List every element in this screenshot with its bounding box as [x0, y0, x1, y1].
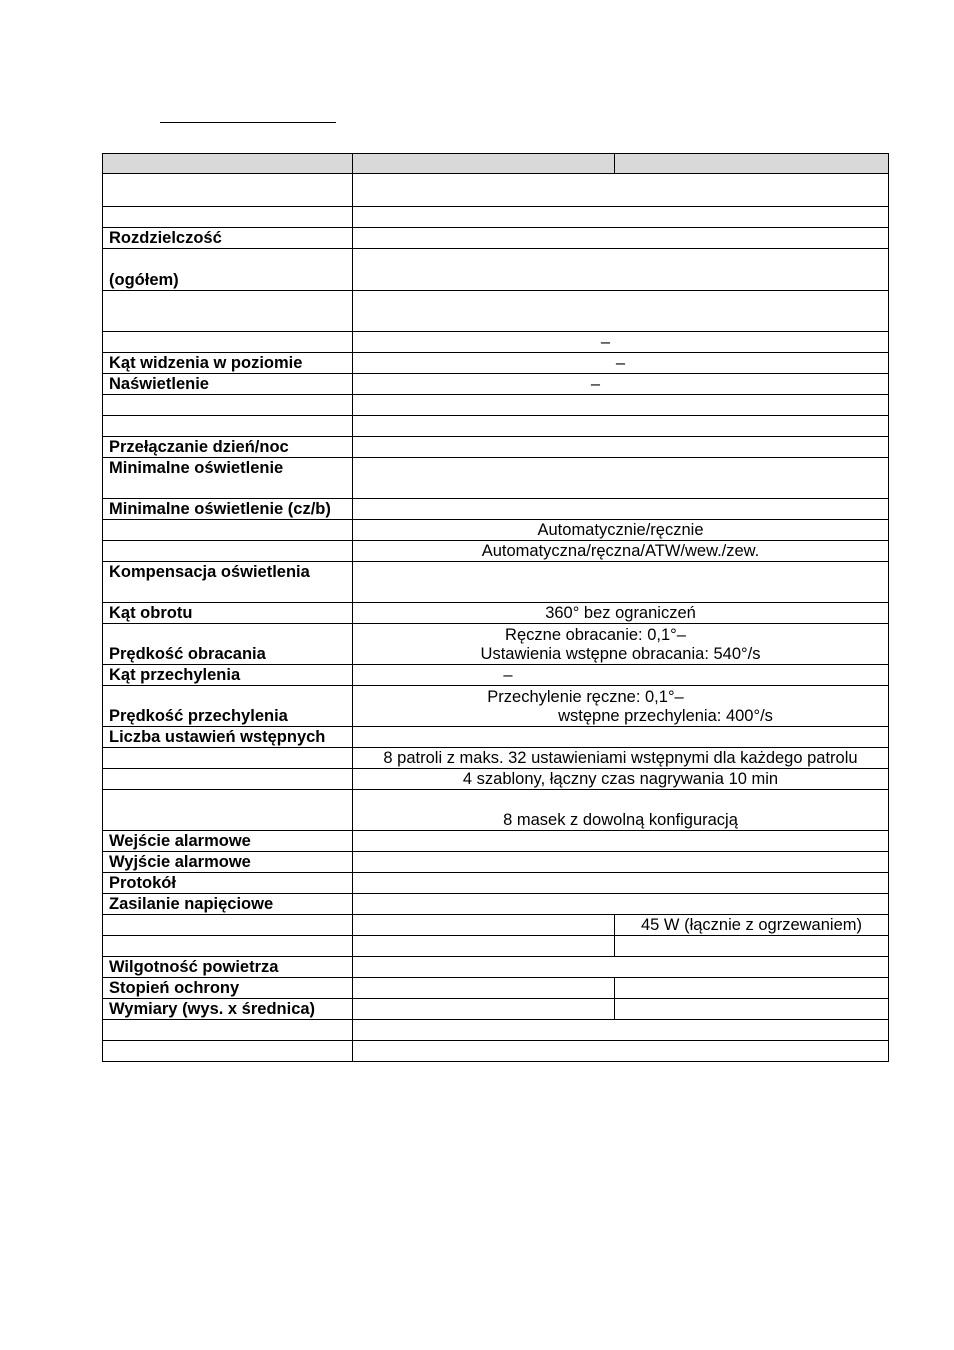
row-label: Minimalne oświetlenie — [103, 458, 353, 499]
row-value — [353, 831, 889, 852]
table-row — [103, 790, 889, 831]
row-value-b — [615, 999, 889, 1020]
row-value-a — [353, 999, 615, 1020]
row-label — [103, 748, 353, 769]
row-label — [103, 416, 353, 437]
row-label — [103, 1020, 353, 1041]
table-header — [103, 154, 889, 174]
table-row — [103, 1020, 889, 1041]
table-row — [103, 437, 889, 458]
row-value — [353, 416, 889, 437]
row-value — [353, 873, 889, 894]
table-row — [103, 499, 889, 520]
row-label: Wymiary (wys. x średnica) — [103, 999, 353, 1020]
table-row — [103, 207, 889, 228]
row-label: Naświetlenie — [103, 374, 353, 395]
row-value: 4 szablony, łączny czas nagrywania 10 min — [353, 769, 889, 790]
dash: – — [590, 375, 601, 393]
row-value: Automatycznie/ręcznie — [353, 520, 889, 541]
table-row — [103, 748, 889, 769]
row-value: 8 patroli z maks. 32 ustawieniami wstępnymi dla każdego patrolu — [353, 748, 889, 769]
table-row — [103, 894, 889, 915]
row-value — [353, 1041, 889, 1062]
table-row — [103, 353, 889, 374]
row-label — [103, 207, 353, 228]
row-value — [353, 437, 889, 458]
row-label: Wyjście alarmowe — [103, 852, 353, 873]
row-label: Prędkość przechylenia — [103, 686, 353, 727]
row-label: Kąt obrotu — [103, 603, 353, 624]
table-row — [103, 727, 889, 748]
row-label — [103, 936, 353, 957]
row-value — [353, 957, 889, 978]
row-value — [353, 228, 889, 249]
row-value — [353, 207, 889, 228]
table-row — [103, 978, 889, 999]
row-value — [353, 249, 889, 291]
row-value — [353, 353, 889, 374]
table-row — [103, 603, 889, 624]
row-value — [353, 852, 889, 873]
value-line: Przechylenie ręczne: 0,1°– — [487, 688, 684, 706]
table-row — [103, 458, 889, 499]
row-value — [353, 624, 889, 665]
table-row — [103, 332, 889, 353]
table-row — [103, 831, 889, 852]
table-row — [103, 174, 889, 207]
row-label — [103, 332, 353, 353]
row-label — [103, 395, 353, 416]
spec-table — [102, 153, 889, 1062]
row-value — [353, 665, 889, 686]
row-label: Kąt przechylenia — [103, 665, 353, 686]
row-label — [103, 174, 353, 207]
table-row — [103, 852, 889, 873]
table-row — [103, 541, 889, 562]
row-value — [353, 499, 889, 520]
row-value-b — [615, 936, 889, 957]
row-label — [103, 790, 353, 831]
row-value — [353, 562, 889, 603]
table-row — [103, 228, 889, 249]
header-cell — [353, 154, 615, 174]
table-row — [103, 957, 889, 978]
row-label: Kąt widzenia w poziomie — [103, 353, 353, 374]
row-label: Przełączanie dzień/noc — [103, 437, 353, 458]
row-value — [353, 332, 889, 353]
header-cell — [103, 154, 353, 174]
row-value-b: 45 W (łącznie z ogrzewaniem) — [615, 915, 889, 936]
row-value — [353, 174, 889, 207]
row-value-b — [615, 978, 889, 999]
row-label: Rozdzielczość — [103, 228, 353, 249]
row-label: Wilgotność powietrza — [103, 957, 353, 978]
row-value: 8 masek z dowolną konfiguracją — [353, 790, 889, 831]
table-row — [103, 873, 889, 894]
table-row — [103, 374, 889, 395]
table-row — [103, 999, 889, 1020]
table-row — [103, 624, 889, 665]
row-label: Zasilanie napięciowe — [103, 894, 353, 915]
table-row — [103, 665, 889, 686]
row-label: Wejście alarmowe — [103, 831, 353, 852]
table-row — [103, 416, 889, 437]
value-line: Ustawienia wstępne obracania: 540°/s — [480, 645, 761, 663]
table-row — [103, 769, 889, 790]
row-value: Automatyczna/ręczna/ATW/wew./zew. — [353, 541, 889, 562]
table-row — [103, 936, 889, 957]
row-label: Prędkość obracania — [103, 624, 353, 665]
row-label — [103, 541, 353, 562]
row-value-a — [353, 936, 615, 957]
row-label: Liczba ustawień wstępnych — [103, 727, 353, 748]
value-line: wstępne przechylenia: 400°/s — [558, 707, 773, 725]
row-value — [353, 374, 889, 395]
row-value — [353, 686, 889, 727]
row-value: 360° bez ograniczeń — [353, 603, 889, 624]
row-label: Kompensacja oświetlenia — [103, 562, 353, 603]
row-label: (ogółem) — [103, 249, 353, 291]
row-label: Stopień ochrony — [103, 978, 353, 999]
table-row — [103, 562, 889, 603]
table-row — [103, 686, 889, 727]
row-label — [103, 915, 353, 936]
row-label: Protokół — [103, 873, 353, 894]
row-label — [103, 520, 353, 541]
dash: – — [600, 333, 611, 351]
row-label: Minimalne oświetlenie (cz/b) — [103, 499, 353, 520]
row-value — [353, 727, 889, 748]
row-label — [103, 1041, 353, 1062]
row-value-a — [353, 915, 615, 936]
header-cell — [615, 154, 889, 174]
row-value — [353, 395, 889, 416]
table-row — [103, 915, 889, 936]
row-value — [353, 1020, 889, 1041]
row-value — [353, 458, 889, 499]
table-row — [103, 249, 889, 291]
table-row — [103, 1041, 889, 1062]
value-line: Ręczne obracanie: 0,1°– — [505, 626, 686, 644]
row-label — [103, 291, 353, 332]
title-underline — [160, 122, 336, 123]
table-row — [103, 291, 889, 332]
table-row — [103, 520, 889, 541]
row-label — [103, 769, 353, 790]
row-value — [353, 894, 889, 915]
row-value — [353, 291, 889, 332]
dash: – — [503, 666, 513, 684]
row-value-a — [353, 978, 615, 999]
table-row — [103, 395, 889, 416]
dash: – — [615, 354, 626, 372]
